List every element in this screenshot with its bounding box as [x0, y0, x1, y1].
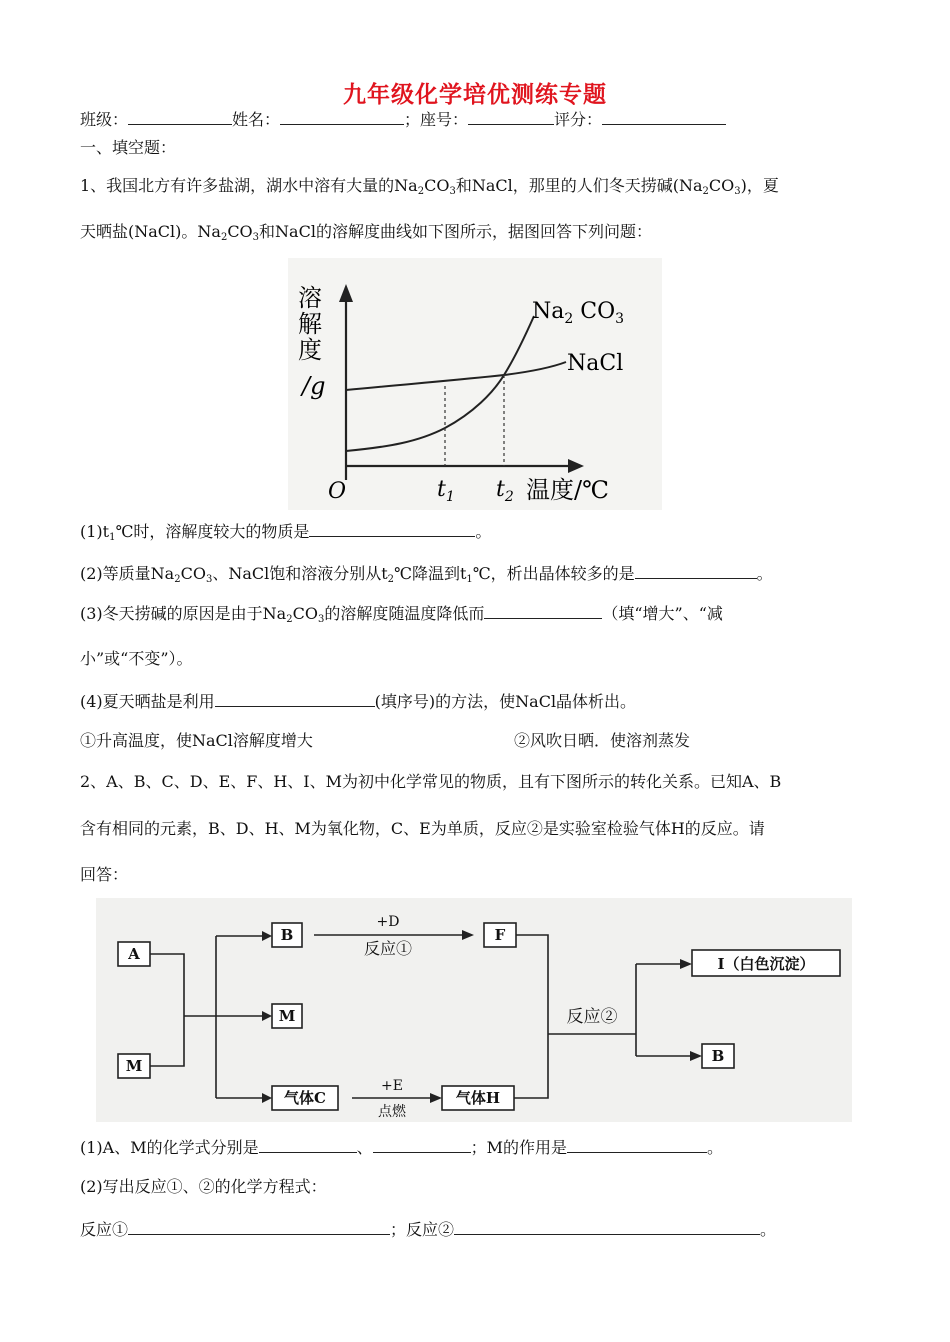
q1-text: CO	[180, 564, 206, 583]
answer-blank[interactable]	[259, 1136, 357, 1153]
header-line	[80, 108, 726, 131]
q1-text: 和NaCl的溶解度曲线如下图所示，据图回答下列问题：	[259, 222, 652, 241]
name-label: 姓名：	[232, 110, 281, 129]
q1-intro-line2	[80, 221, 652, 243]
answer-blank[interactable]	[373, 1136, 471, 1153]
ignite-label: 点燃	[378, 1104, 406, 1120]
y-axis-label-char1: 溶	[298, 284, 322, 312]
q1-text: (1)t	[80, 522, 110, 541]
q1-text: 天晒盐(NaCl)。Na	[80, 222, 221, 241]
subscript: 3	[205, 574, 213, 585]
label-a: A	[128, 945, 140, 963]
answer-blank[interactable]	[567, 1136, 707, 1153]
q2-text: ；反应②	[390, 1220, 455, 1239]
nacl-series-label: NaCl	[567, 351, 624, 376]
x-axis-label: 温度/℃	[526, 476, 609, 504]
seat-label: ；座号：	[404, 110, 469, 129]
q1-text: （填“增大”、“减	[602, 604, 723, 623]
q2-sub1	[80, 1136, 723, 1159]
answer-blank[interactable]	[454, 1218, 760, 1235]
q2-intro-line3: 回答：	[80, 865, 129, 884]
q1-intro-line1	[80, 175, 779, 197]
y-axis-unit: /g	[302, 372, 326, 400]
q1-text: CO	[227, 222, 253, 241]
score-blank[interactable]	[602, 108, 726, 125]
label-f: F	[494, 926, 506, 944]
subscript: 2	[387, 574, 395, 585]
q2-text: 。	[707, 1138, 724, 1157]
q2-text: (1)A、M的化学式分别是	[80, 1138, 259, 1157]
seat-blank[interactable]	[468, 108, 554, 125]
label-b-right: B	[711, 1047, 725, 1065]
q1-text: (2)等质量Na	[80, 564, 175, 583]
subscript: 2	[286, 614, 293, 625]
section-heading: 一、填空题：	[80, 138, 177, 157]
q1-sub2	[80, 562, 773, 585]
na2co3-series-label: $Na_2$ $CO_3$	[532, 299, 625, 327]
class-label: 班级：	[80, 110, 129, 129]
q1-text: 和NaCl，那里的人们冬天捞碱(Na	[455, 176, 703, 195]
label-gas-c: 气体C	[284, 1089, 326, 1107]
subscript: 1	[466, 574, 473, 585]
subscript: 2	[220, 232, 228, 243]
q1-sub1	[80, 520, 491, 543]
class-blank[interactable]	[128, 108, 232, 125]
label-m-left: M	[125, 1057, 143, 1075]
q1-sub3-line2: 小”或“不变”）。	[80, 649, 193, 668]
plus-d-label: +D	[376, 914, 400, 930]
q1-text: ℃，析出晶体较多的是	[472, 564, 635, 583]
q1-text: (填序号)的方法，使NaCl晶体析出。	[374, 692, 637, 711]
answer-blank[interactable]	[215, 690, 375, 707]
q2-sub3	[80, 1218, 776, 1241]
q1-text: CO	[424, 176, 450, 195]
subscript: 3	[734, 186, 741, 197]
page-title: 九年级化学培优测练专题	[343, 81, 607, 108]
subscript: 1	[109, 532, 116, 543]
q1-text: ℃时，溶解度较大的物质是	[115, 522, 310, 541]
q1-option2: ②风吹日晒．使溶剂蒸发	[514, 731, 691, 750]
subscript: 3	[252, 232, 260, 243]
q1-text: CO	[708, 176, 735, 195]
plus-e-label: +E	[381, 1078, 403, 1094]
t2-tick-label: $t_2$	[496, 477, 514, 505]
reaction2-label: 反应②	[566, 1007, 618, 1027]
subscript: 3	[449, 186, 456, 197]
q1-sub4	[80, 690, 636, 713]
y-axis-label-char3: 度	[298, 336, 322, 364]
q1-text: 、NaCl饱和溶液分别从t	[212, 564, 388, 583]
q1-sub3	[80, 602, 723, 625]
q1-text: 。	[475, 522, 492, 541]
q2-intro-line1: 2、A、B、C、D、E、F、H、I、M为初中化学常见的物质，且有下图所示的转化关系。已知A、B	[80, 772, 782, 791]
q2-text: 。	[760, 1220, 777, 1239]
q2-text: ；M的作用是	[470, 1138, 568, 1157]
answer-blank[interactable]	[484, 602, 602, 619]
origin-label: O	[328, 479, 347, 504]
label-b: B	[280, 926, 294, 944]
q1-text: (3)冬天捞碱的原因是由于Na	[80, 604, 287, 623]
label-m-mid: M	[278, 1007, 296, 1025]
conversion-flow-diagram	[96, 898, 852, 1122]
answer-blank[interactable]	[309, 520, 475, 537]
q1-text: 的溶解度随温度降低而	[324, 604, 485, 623]
q1-text: 。	[756, 564, 773, 583]
answer-blank[interactable]	[128, 1218, 390, 1235]
label-i: I（白色沉淀）	[717, 955, 815, 973]
q1-text: ℃降温到t	[394, 564, 467, 583]
q2-intro-line2: 含有相同的元素，B、D、H、M为氧化物，C、E为单质，反应②是实验室检验气体H的反应。请	[80, 819, 765, 838]
q1-text: 1、我国北方有许多盐湖，湖水中溶有大量的Na	[80, 176, 418, 195]
label-gas-h: 气体H	[455, 1089, 501, 1107]
q1-option1: ①升高温度，使NaCl溶解度增大	[80, 731, 313, 750]
q1-text: )，夏	[740, 176, 779, 195]
solubility-curve-figure	[288, 258, 662, 510]
q1-text: CO	[292, 604, 318, 623]
subscript: 2	[174, 574, 181, 585]
q2-sub2: (2)写出反应①、②的化学方程式：	[80, 1177, 327, 1196]
score-label: 评分：	[554, 110, 603, 129]
q2-text: 反应①	[80, 1220, 129, 1239]
name-blank[interactable]	[280, 108, 404, 125]
subscript: 3	[317, 614, 325, 625]
q2-text: 、	[356, 1138, 373, 1157]
subscript: 2	[702, 186, 709, 197]
reaction1-label: 反应①	[363, 939, 413, 958]
y-axis-label-char2: 解	[298, 310, 322, 338]
answer-blank[interactable]	[635, 562, 757, 579]
q1-text: (4)夏天晒盐是利用	[80, 692, 215, 711]
subscript: 2	[417, 186, 425, 197]
t1-tick-label: $t_1$	[437, 477, 455, 505]
